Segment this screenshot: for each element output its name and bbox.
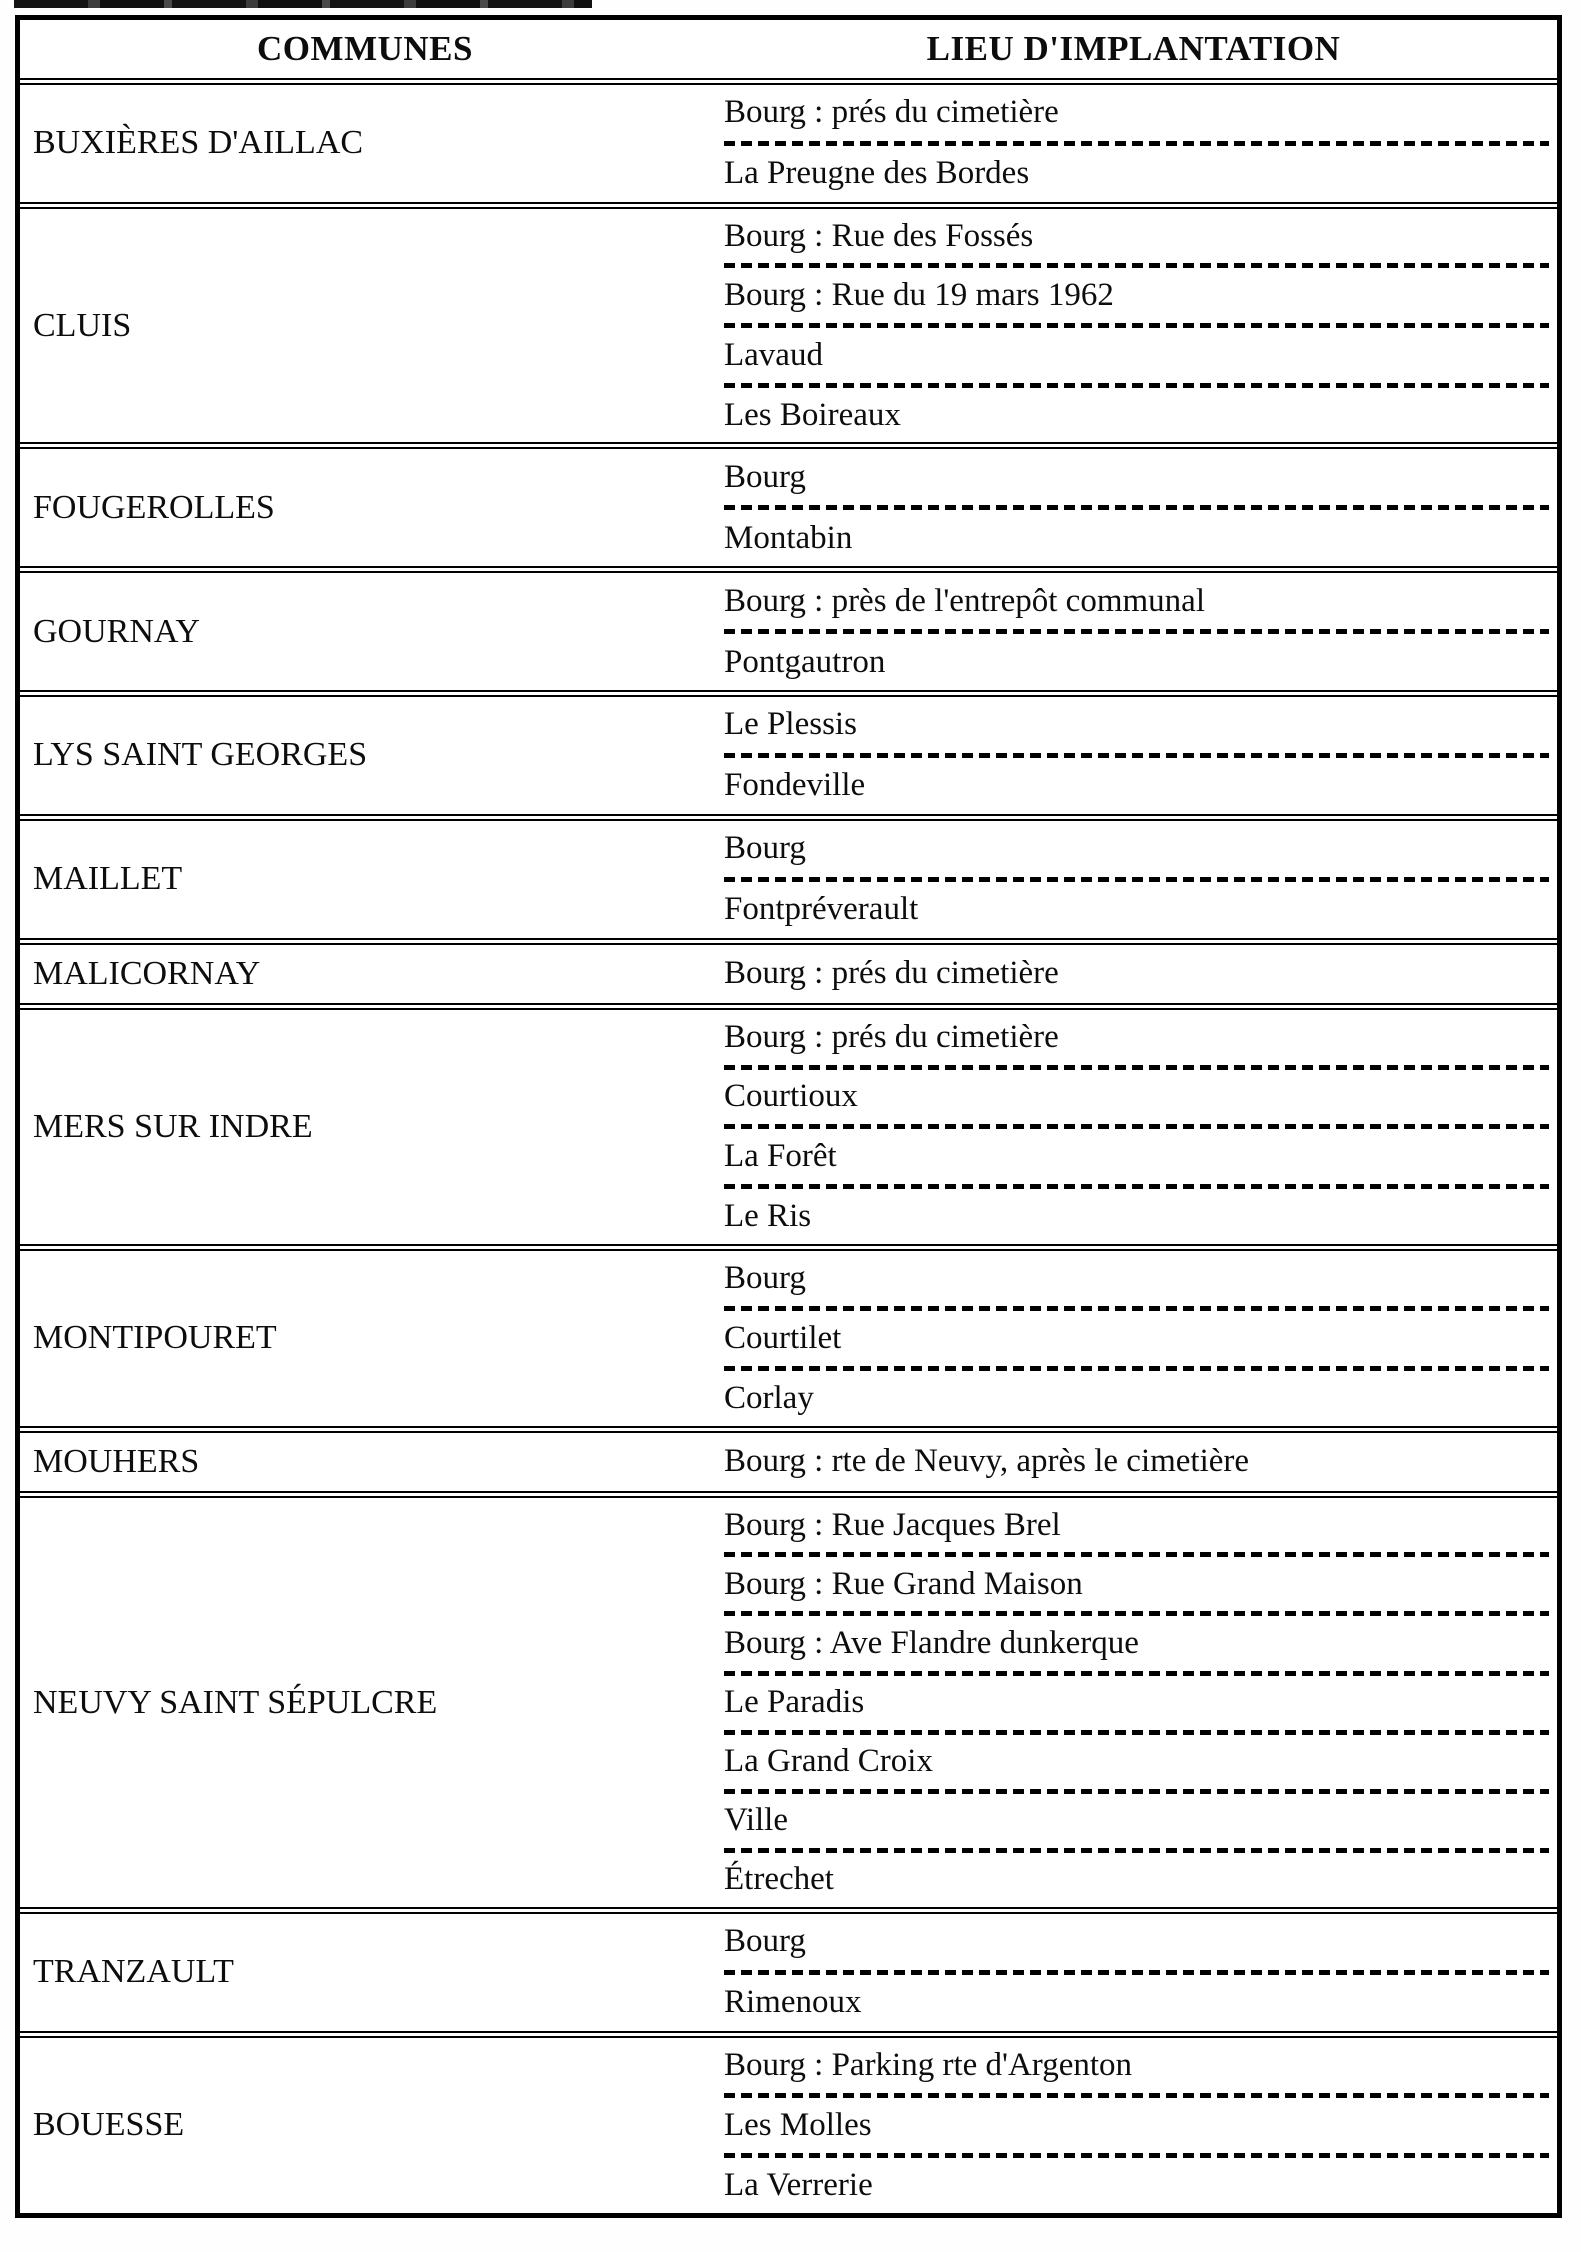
table-row <box>20 566 1557 690</box>
commune-cell <box>20 209 710 443</box>
scan-artifact <box>14 0 592 8</box>
lieu-label: Rimenoux <box>724 1984 862 2021</box>
implantation-table <box>15 15 1562 2218</box>
lieu-label: Bourg : Rue Grand Maison <box>724 1565 1083 1602</box>
lieu-label: Fontpréverault <box>724 891 919 928</box>
commune-cell <box>20 2038 710 2213</box>
lieu-label: Bourg <box>724 458 806 495</box>
lieu-label: Les Boireaux <box>724 396 901 433</box>
lieu-label: Le Paradis <box>724 1684 865 1721</box>
table-row <box>20 1244 1557 1426</box>
commune-name: MOUHERS <box>33 1442 200 1480</box>
commune-name: TRANZAULT <box>33 1953 234 1991</box>
lieu-label: Bourg : Rue du 19 mars 1962 <box>724 277 1114 314</box>
commune-cell <box>20 821 710 938</box>
lieu-label: Corlay <box>724 1379 814 1416</box>
lieux-cell <box>710 573 1557 690</box>
lieux-cell <box>710 697 1557 814</box>
commune-name: LYS SAINT GEORGES <box>33 736 368 774</box>
commune-name: MAILLET <box>33 860 183 898</box>
commune-name: BUXIÈRES D'AILLAC <box>33 124 364 162</box>
commune-name: NEUVY SAINT SÉPULCRE <box>33 1683 438 1721</box>
lieu-label: Le Plessis <box>724 706 857 743</box>
lieu-label: Ville <box>724 1802 789 1839</box>
column-header-lieu-implantation: LIEU D'IMPLANTATION <box>926 29 1341 68</box>
lieu-label: Courtilet <box>724 1319 842 1356</box>
commune-cell <box>20 449 710 566</box>
table-row <box>20 690 1557 814</box>
table-row <box>20 202 1557 443</box>
commune-cell <box>20 697 710 814</box>
commune-name: MERS SUR INDRE <box>33 1107 313 1145</box>
table-row <box>20 442 1557 566</box>
lieu-label: Pontgautron <box>724 643 886 680</box>
table-row <box>20 938 1557 1003</box>
table-row <box>20 2031 1557 2213</box>
lieu-label: Bourg : prés du cimetière <box>724 1018 1059 1055</box>
table-row <box>20 814 1557 938</box>
lieux-cell <box>710 1914 1557 2031</box>
lieu-label: Bourg : Rue des Fossés <box>724 217 1034 254</box>
lieu-label: Lavaud <box>724 336 823 373</box>
table-row <box>20 85 1557 202</box>
table-body <box>20 85 1557 2213</box>
lieu-label: Bourg : prés du cimetière <box>724 94 1059 131</box>
commune-cell <box>20 1914 710 2031</box>
lieu-label: La Preugne des Bordes <box>724 155 1030 192</box>
lieu-label: Bourg : prés du cimetière <box>724 955 1059 992</box>
commune-cell <box>20 1498 710 1907</box>
lieu-label: Le Ris <box>724 1197 812 1234</box>
lieux-cell <box>710 821 1557 938</box>
lieu-label: Bourg : Rue Jacques Brel <box>724 1506 1061 1543</box>
commune-cell <box>20 945 710 1003</box>
commune-cell <box>20 1010 710 1244</box>
table-row <box>20 1003 1557 1244</box>
commune-name: MALICORNAY <box>33 954 261 992</box>
lieux-cell <box>710 1251 1557 1426</box>
table-row <box>20 1426 1557 1491</box>
lieu-label: La Verrerie <box>724 2166 873 2203</box>
commune-name: CLUIS <box>33 306 132 344</box>
lieu-label: Bourg : près de l'entrepôt communal <box>724 582 1205 619</box>
lieu-label: La Grand Croix <box>724 1743 933 1780</box>
lieu-label: Montabin <box>724 519 853 556</box>
lieu-label: Bourg : rte de Neuvy, après le cimetière <box>724 1443 1250 1480</box>
lieu-label: Bourg <box>724 830 806 867</box>
commune-cell <box>20 1433 710 1491</box>
lieu-label: Bourg <box>724 1923 806 1960</box>
lieu-label: Les Molles <box>724 2106 872 2143</box>
commune-name: GOURNAY <box>33 612 200 650</box>
lieux-cell <box>710 209 1557 443</box>
lieu-label: Bourg : Ave Flandre dunkerque <box>724 1624 1139 1661</box>
lieu-label: Bourg : Parking rte d'Argenton <box>724 2046 1133 2083</box>
lieux-cell <box>710 1498 1557 1907</box>
lieux-cell <box>710 1433 1557 1491</box>
commune-cell <box>20 573 710 690</box>
column-header-communes: COMMUNES <box>257 29 473 68</box>
commune-name: MONTIPOURET <box>33 1319 277 1357</box>
table-row <box>20 1907 1557 2031</box>
lieu-label: Étrechet <box>724 1861 834 1898</box>
table-header-row <box>20 20 1557 85</box>
commune-name: FOUGEROLLES <box>33 488 275 526</box>
lieux-cell <box>710 1010 1557 1244</box>
lieux-cell <box>710 85 1557 202</box>
commune-name: BOUESSE <box>33 2106 185 2144</box>
table-row <box>20 1491 1557 1907</box>
lieu-label: La Forêt <box>724 1138 837 1175</box>
lieux-cell <box>710 2038 1557 2213</box>
commune-cell <box>20 1251 710 1426</box>
lieu-label: Courtioux <box>724 1078 858 1115</box>
lieux-cell <box>710 945 1557 1003</box>
lieu-label: Bourg <box>724 1259 806 1296</box>
lieux-cell <box>710 449 1557 566</box>
lieu-label: Fondeville <box>724 767 866 804</box>
commune-cell <box>20 85 710 202</box>
